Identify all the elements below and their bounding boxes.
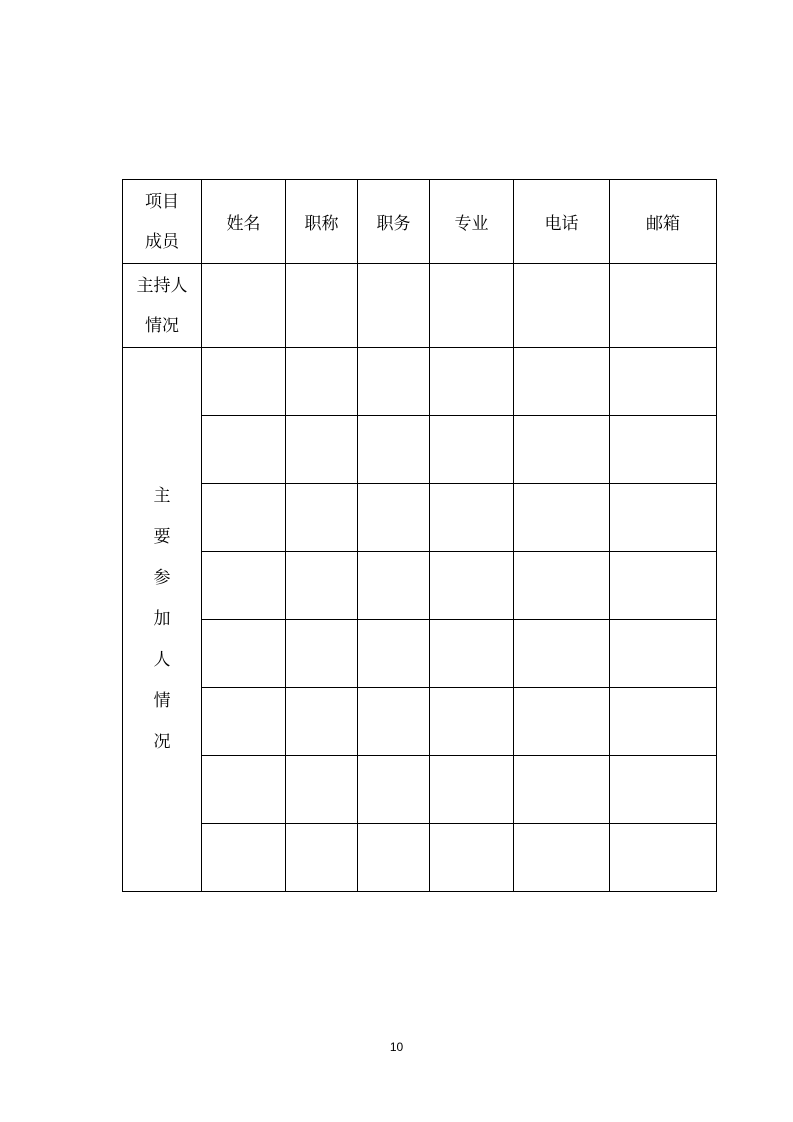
label-text: 项目 [145, 191, 179, 212]
participant-cell[interactable] [610, 756, 717, 824]
participant-cell[interactable] [610, 484, 717, 552]
host-position-cell[interactable] [358, 264, 430, 348]
participant-cell[interactable] [610, 552, 717, 620]
participant-cell[interactable] [514, 416, 610, 484]
project-members-table [122, 179, 717, 892]
participant-cell[interactable] [286, 824, 358, 892]
participant-row [123, 756, 717, 824]
participant-cell[interactable] [430, 688, 514, 756]
participant-row [123, 348, 717, 416]
participant-cell[interactable] [358, 688, 430, 756]
participant-cell[interactable] [202, 756, 286, 824]
participant-cell[interactable] [358, 552, 430, 620]
participant-row [123, 552, 717, 620]
participant-cell[interactable] [430, 416, 514, 484]
header-phone: 电话 [514, 180, 610, 264]
participant-cell[interactable] [610, 348, 717, 416]
participant-cell[interactable] [286, 416, 358, 484]
participant-row [123, 824, 717, 892]
participant-cell[interactable] [430, 824, 514, 892]
participant-cell[interactable] [202, 620, 286, 688]
participant-cell[interactable] [358, 620, 430, 688]
host-phone-cell[interactable] [514, 264, 610, 348]
header-major: 专业 [430, 180, 514, 264]
participant-cell[interactable] [358, 416, 430, 484]
header-title: 职称 [286, 180, 358, 264]
participant-cell[interactable] [514, 348, 610, 416]
participant-cell[interactable] [514, 688, 610, 756]
host-title-cell[interactable] [286, 264, 358, 348]
participant-cell[interactable] [514, 620, 610, 688]
participant-cell[interactable] [202, 824, 286, 892]
participant-cell[interactable] [610, 416, 717, 484]
participant-row [123, 484, 717, 552]
participant-cell[interactable] [286, 688, 358, 756]
participant-cell[interactable] [358, 756, 430, 824]
participant-cell[interactable] [610, 824, 717, 892]
participant-cell[interactable] [286, 620, 358, 688]
participant-cell[interactable] [358, 484, 430, 552]
participant-cell[interactable] [202, 688, 286, 756]
participant-row [123, 688, 717, 756]
participant-cell[interactable] [286, 484, 358, 552]
label-text: 成员 [145, 231, 179, 252]
participant-cell[interactable] [202, 552, 286, 620]
header-email: 邮箱 [610, 180, 717, 264]
participant-cell[interactable] [514, 484, 610, 552]
label-char: 加 [153, 609, 171, 629]
participant-cell[interactable] [430, 552, 514, 620]
participant-cell[interactable] [286, 552, 358, 620]
participant-cell[interactable] [610, 620, 717, 688]
participant-cell[interactable] [202, 348, 286, 416]
participant-cell[interactable] [358, 824, 430, 892]
participants-label [123, 348, 202, 892]
page-number: 10 [389, 1040, 404, 1054]
participant-cell[interactable] [202, 484, 286, 552]
participant-cell[interactable] [430, 484, 514, 552]
participant-row [123, 416, 717, 484]
header-position: 职务 [358, 180, 430, 264]
participant-cell[interactable] [202, 416, 286, 484]
participant-cell[interactable] [430, 756, 514, 824]
participant-cell[interactable] [286, 756, 358, 824]
participant-cell[interactable] [514, 756, 610, 824]
header-name: 姓名 [202, 180, 286, 264]
participant-cell[interactable] [610, 688, 717, 756]
host-email-cell[interactable] [610, 264, 717, 348]
host-label [123, 264, 202, 348]
header-row [123, 180, 717, 264]
participant-cell[interactable] [514, 552, 610, 620]
participant-row [123, 620, 717, 688]
participant-cell[interactable] [358, 348, 430, 416]
participant-cell[interactable] [286, 348, 358, 416]
label-char: 况 [153, 732, 171, 752]
label-char: 人 [153, 650, 171, 670]
host-major-cell[interactable] [430, 264, 514, 348]
label-char: 参 [153, 568, 171, 588]
participant-cell[interactable] [514, 824, 610, 892]
label-text: 情况 [145, 315, 179, 336]
label-text: 主持人 [136, 275, 188, 296]
host-name-cell[interactable] [202, 264, 286, 348]
participant-cell[interactable] [430, 348, 514, 416]
project-members-label [123, 180, 202, 264]
label-char: 主 [153, 486, 171, 506]
label-char: 要 [153, 527, 171, 547]
label-char: 情 [153, 691, 171, 711]
host-row [123, 264, 717, 348]
participant-cell[interactable] [430, 620, 514, 688]
